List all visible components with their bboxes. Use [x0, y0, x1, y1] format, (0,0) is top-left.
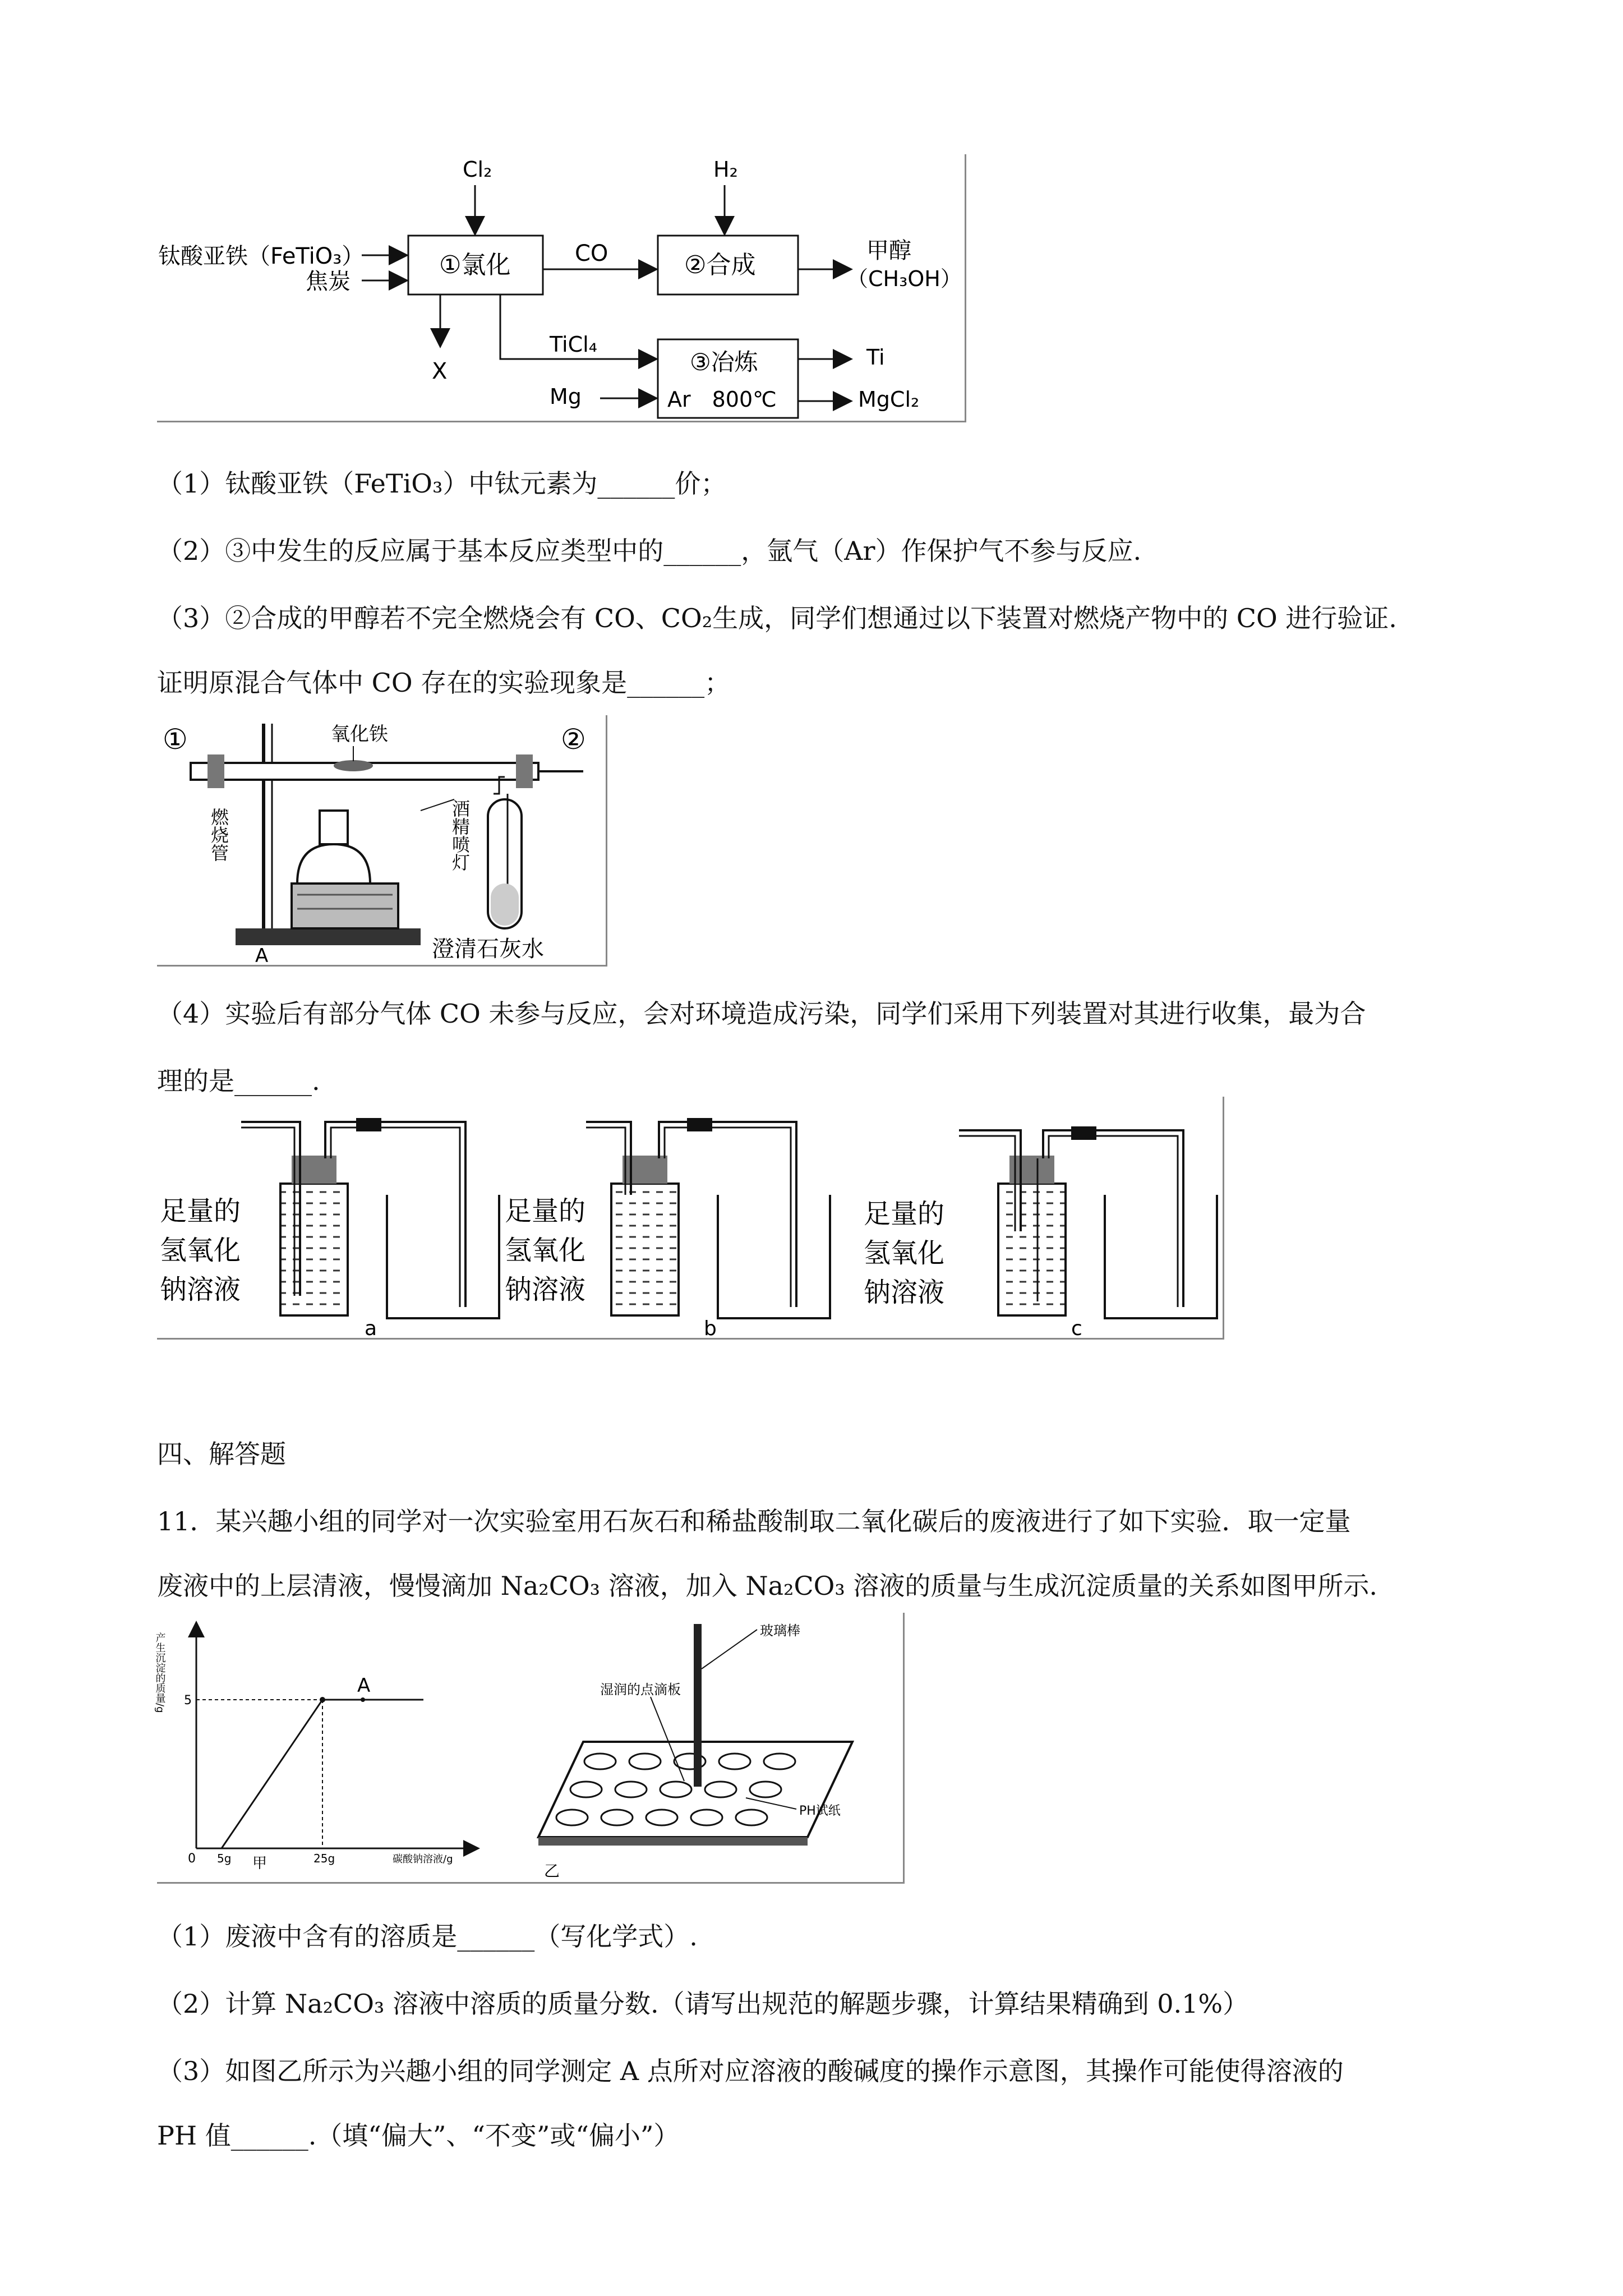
ph-figure-caption: 乙 [544, 1862, 560, 1880]
lamp-label: 酒精喷灯 [449, 799, 471, 871]
liquid-label-c-2: 氢氧化 [864, 1237, 945, 1269]
x-tick-5: 5g [217, 1852, 232, 1865]
q10-part3-line1: （3）②合成的甲醇若不完全燃烧会有 CO、CO₂生成，同学们想通过以下装置对燃烧产物中的 CO 进行验证. [157, 603, 1397, 633]
y-tick-5: 5 [184, 1694, 192, 1708]
apparatus-figure [157, 715, 607, 967]
liquid-label-c-3: 钠溶液 [864, 1277, 945, 1308]
smelting-label: ③冶炼 [690, 348, 758, 376]
liquid-label-b-3: 钠溶液 [505, 1274, 586, 1305]
q10-part3-line2: 证明原混合气体中 CO 存在的实验现象是______； [157, 668, 731, 698]
setup-c [864, 1126, 1217, 1340]
collection-apparatus-figure [157, 1097, 1224, 1340]
smelting-conditions-label: Ar 800℃ [667, 387, 777, 412]
chart-caption: 甲 [252, 1855, 268, 1872]
x-tick-25: 25g [313, 1852, 335, 1865]
combustion-tube-label: 燃烧管 [208, 808, 229, 862]
methanol-formula-label: （CH₃OH） [847, 266, 962, 291]
liquid-label-a-2: 氢氧化 [160, 1235, 241, 1266]
liquid-label-c-1: 足量的 [864, 1198, 945, 1230]
glass-rod-label: 玻璃棒 [760, 1623, 800, 1639]
spot-plate-label: 湿润的点滴板 [600, 1682, 681, 1697]
q11-stem-line1: 11．某兴趣小组的同学对一次实验室用石灰石和稀盐酸制取二氧化碳后的废液进行了如下实验．取一定量 [157, 1506, 1351, 1536]
setup-c-label: c [1071, 1317, 1082, 1340]
h2-label: H₂ [713, 157, 738, 182]
q10-part1: （1）钛酸亚铁（FeTiO₃）中钛元素为______价； [157, 468, 727, 499]
liquid-label-a-1: 足量的 [160, 1195, 241, 1227]
liquid-label-b-2: 氢氧化 [505, 1235, 586, 1266]
x-label: X [432, 358, 448, 384]
point-a-label: A [357, 1674, 371, 1697]
q11-stem-line2: 废液中的上层清液，慢慢滴加 Na₂CO₃ 溶液，加入 Na₂CO₃ 溶液的质量与生成沉淀质量的关系如图甲所示. [157, 1571, 1378, 1601]
mg-label: Mg [550, 384, 582, 409]
cl2-label: Cl₂ [463, 157, 492, 182]
methanol-label: 甲醇 [866, 238, 911, 264]
input-fetio3-label: 钛酸亚铁（FeTiO₃） [158, 243, 365, 269]
chlorination-label: ①氯化 [439, 251, 511, 279]
setup-a [160, 1118, 499, 1340]
ph-test-figure [505, 1613, 897, 1882]
process-flow-diagram [157, 154, 966, 422]
q10-part4-line2: 理的是______. [157, 1066, 320, 1096]
ti-label: Ti [866, 345, 885, 370]
label-2: ② [561, 723, 586, 756]
lamp-base [292, 884, 398, 928]
iron-oxide-label: 氧化铁 [331, 723, 388, 746]
ticl4-label: TiCl₄ [550, 332, 597, 357]
liquid-label-a-3: 钠溶液 [160, 1274, 241, 1305]
synthesis-label: ②合成 [684, 251, 756, 279]
q11-part3-line1: （3）如图乙所示为兴趣小组的同学测定 A 点所对应溶液的酸碱度的操作示意图，其操作可能使得溶液的 [157, 2056, 1344, 2086]
mgcl2-label: MgCl₂ [858, 387, 920, 412]
figure-a-label: A [255, 945, 269, 967]
q11-figures [154, 1613, 905, 1884]
q11-part1: （1）废液中含有的溶质是______（写化学式）. [157, 1921, 698, 1952]
q11-part3-line2: PH 值______.（填“偏大”、“不变”或“偏小”） [157, 2120, 680, 2151]
y-axis-label: 产生沉淀的质量/g [154, 1632, 166, 1713]
setup-b [505, 1118, 830, 1340]
limewater-label: 澄清石灰水 [432, 936, 544, 962]
liquid-label-b-1: 足量的 [505, 1195, 586, 1227]
input-coke-label: 焦炭 [306, 269, 351, 295]
ph-paper-label: PH试纸 [799, 1804, 841, 1818]
setup-b-label: b [704, 1317, 717, 1340]
co-label: CO [575, 241, 608, 266]
setup-a-label: a [365, 1317, 377, 1340]
section-heading: 四、解答题 [157, 1439, 286, 1469]
label-1: ① [163, 723, 188, 756]
origin-tick-label: 0 [188, 1852, 196, 1866]
q10-part2: （2）③中发生的反应属于基本反应类型中的______，氩气（Ar）作保护气不参与反应. [157, 536, 1142, 566]
q10-part4-line1: （4）实验后有部分气体 CO 未参与反应，会对环境造成污染，同学们采用下列装置对其进行收集，最为合 [157, 999, 1366, 1029]
x-axis-label: 碳酸钠溶液/g [393, 1853, 453, 1865]
precipitate-chart [154, 1613, 482, 1882]
turning-point [320, 1697, 325, 1703]
point-a [361, 1697, 365, 1702]
glass-rod [694, 1624, 702, 1787]
q11-part2: （2）计算 Na₂CO₃ 溶液中溶质的质量分数.（请写出规范的解题步骤，计算结果精确到 0.1%） [157, 1989, 1249, 2019]
